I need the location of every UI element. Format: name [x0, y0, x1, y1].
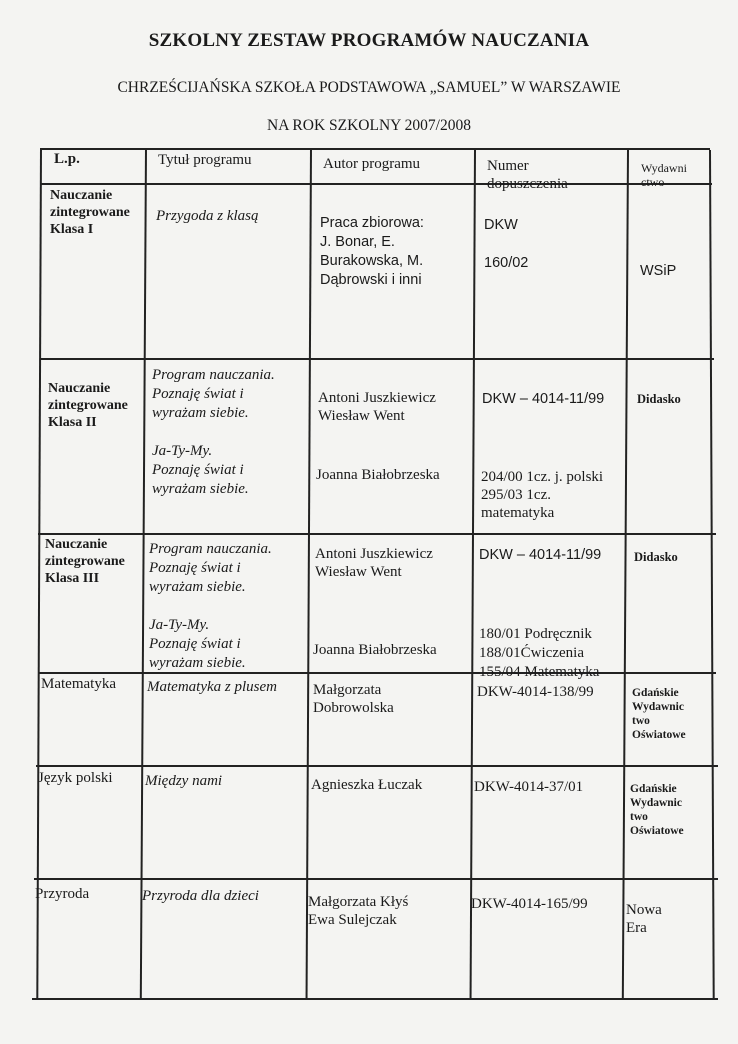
row2-tytul-line: Poznaję świat i — [152, 386, 244, 402]
row4-autor — [313, 681, 394, 717]
row3-numer-b — [479, 625, 599, 682]
table-border-bottom — [32, 998, 718, 1000]
header-lp-text: L.p. — [54, 151, 80, 167]
row3-lp-line: zintegrowane — [45, 554, 125, 569]
table-row-divider — [40, 358, 714, 360]
row1-numer-line: 160/02 — [484, 255, 529, 271]
row2-autor-b — [316, 466, 440, 484]
row1-autor-line: Dąbrowski i inni — [320, 272, 422, 288]
row4-numer — [477, 683, 594, 701]
row3-lp-line: Klasa III — [45, 571, 100, 586]
row4-autor-line: Dobrowolska — [313, 700, 394, 716]
row3-tytul-line: Poznaję świat i — [149, 560, 241, 576]
row1-wydawnictwo-line: WSiP — [640, 263, 677, 279]
row2-tytul-line: Poznaję świat i — [152, 462, 244, 478]
table-row-divider — [34, 878, 718, 880]
row2-lp — [48, 380, 128, 431]
row2-wydawnictwo-line: Didasko — [637, 392, 681, 406]
row6-autor-line: Ewa Sulejczak — [308, 912, 397, 928]
row3-tytul-line: wyrażam siebie. — [149, 579, 246, 595]
row2-numer-line: 295/03 1cz. — [481, 487, 551, 503]
table-row-divider — [40, 183, 712, 185]
header-wydawnictwo — [641, 161, 687, 189]
row2-numer-line: DKW – 4014-11/99 — [482, 391, 605, 407]
row1-wydawnictwo — [640, 262, 676, 280]
row5-lp — [38, 769, 113, 787]
row2-lp-line: Nauczanie — [48, 381, 111, 396]
row2-autor-a — [318, 389, 436, 425]
row3-autor-a — [315, 545, 433, 581]
row5-autor — [311, 776, 422, 794]
header-numer-text-1: Numer — [487, 158, 529, 174]
row2-numer-line: matematyka — [481, 505, 555, 521]
row4-wydawnictwo-line: Wydawnic — [632, 701, 684, 713]
document-title: SZKOLNY ZESTAW PROGRAMÓW NAUCZANIA — [148, 30, 590, 51]
school-name: CHRZEŚCIJAŃSKA SZKOŁA PODSTAWOWA „SAMUEL” W WARSZAWIE — [117, 79, 621, 96]
row5-numer-line: DKW-4014-37/01 — [474, 779, 584, 795]
row2-wydawnictwo — [637, 392, 681, 406]
row2-numer-a — [482, 390, 604, 408]
row1-lp-line: Klasa I — [50, 222, 94, 237]
row1-lp-line: zintegrowane — [50, 205, 130, 220]
row2-numer-line: 204/00 1cz. j. polski — [481, 469, 604, 485]
row2-autor-line: Joanna Białobrzeska — [316, 467, 440, 483]
row1-lp-line: Nauczanie — [50, 188, 113, 203]
header-numer — [487, 157, 568, 193]
row3-autor-line: Wiesław Went — [315, 564, 402, 580]
row2-numer-b — [481, 468, 603, 522]
row3-autor-line: Joanna Białobrzeska — [313, 642, 437, 658]
row1-autor-line: Burakowska, M. — [320, 253, 424, 269]
header-autor — [323, 155, 420, 173]
row4-lp — [41, 675, 116, 693]
row3-wydawnictwo — [634, 550, 678, 564]
row6-numer — [471, 895, 588, 913]
row3-numer-line: DKW – 4014-11/99 — [479, 547, 602, 563]
row4-wydawnictwo-line: two — [632, 715, 650, 727]
row1-tytul-line: Przygoda z klasą — [156, 208, 259, 224]
row5-wydawnictwo-line: Oświatowe — [630, 825, 684, 837]
row2-tytul — [152, 366, 275, 499]
header-tytul — [158, 151, 252, 169]
table-row-divider — [36, 765, 718, 767]
row1-numer-line: DKW — [484, 217, 518, 233]
table-col-divider — [140, 148, 147, 1000]
row5-wydawnictwo-line: two — [630, 811, 648, 823]
row3-tytul-line: Program nauczania. — [149, 541, 272, 557]
row5-numer — [474, 778, 583, 796]
row2-tytul-line: wyrażam siebie. — [152, 405, 249, 421]
row2-lp-line: zintegrowane — [48, 398, 128, 413]
row3-numer-line: 188/01Ćwiczenia — [479, 645, 584, 661]
row1-numer — [484, 216, 528, 273]
row3-tytul-line: Ja-Ty-My. — [149, 617, 210, 633]
row6-wydawnictwo — [626, 901, 662, 937]
row2-lp-line: Klasa II — [48, 415, 97, 430]
row2-tytul-line: wyrażam siebie. — [152, 481, 249, 497]
row3-tytul-line: Poznaję świat i — [149, 636, 241, 652]
row4-numer-line: DKW-4014-138/99 — [477, 684, 594, 700]
table-row-divider — [38, 533, 716, 535]
table-col-divider — [470, 150, 476, 1000]
row3-autor-b — [313, 641, 437, 659]
row4-autor-line: Małgorzata — [313, 682, 382, 698]
row1-autor — [320, 214, 424, 290]
row4-tytul-line: Matematyka z plusem — [147, 679, 277, 695]
row6-lp-line: Przyroda — [35, 886, 90, 902]
row4-tytul — [147, 678, 277, 696]
row2-autor-line: Wiesław Went — [318, 408, 405, 424]
row3-numer-line: 180/01 Podręcznik — [479, 626, 592, 642]
row3-autor-line: Antoni Juszkiewicz — [315, 546, 433, 562]
table-col-divider — [622, 150, 629, 1000]
row4-wydawnictwo-line: Oświatowe — [632, 729, 686, 741]
row6-wydawnictwo-line: Era — [626, 920, 647, 936]
row6-wydawnictwo-line: Nowa — [626, 902, 662, 918]
row1-autor-line: J. Bonar, E. — [320, 234, 395, 250]
row4-wydawnictwo — [632, 686, 686, 742]
row5-wydawnictwo — [630, 782, 684, 838]
row1-numer-line — [484, 235, 528, 254]
row1-tytul — [156, 207, 259, 225]
row2-tytul-line: Ja-Ty-My. — [152, 443, 213, 459]
school-year: NA ROK SZKOLNY 2007/2008 — [267, 117, 471, 134]
row6-lp — [35, 885, 89, 903]
row5-lp-line: Język polski — [38, 770, 113, 786]
header-wydawnictwo-text-1: Wydawni — [641, 161, 687, 175]
header-numer-text-2: dopuszczenia — [487, 176, 568, 192]
row5-autor-line: Agnieszka Łuczak — [311, 777, 423, 793]
row3-wydawnictwo-line: Didasko — [634, 550, 678, 564]
row2-tytul-line: Program nauczania. — [152, 367, 275, 383]
table-border-top — [40, 148, 710, 150]
table-border-right — [709, 150, 714, 1000]
header-tytul-text: Tytuł programu — [158, 152, 252, 168]
row2-tytul-line — [152, 423, 275, 442]
row3-tytul — [149, 540, 272, 673]
row1-lp — [50, 187, 130, 238]
row4-lp-line: Matematyka — [41, 676, 116, 692]
row1-autor-line: Praca zbiorowa: — [320, 215, 424, 231]
row5-tytul — [145, 772, 222, 790]
table-col-divider — [306, 148, 312, 1000]
row6-autor — [308, 893, 408, 929]
row5-tytul-line: Między nami — [145, 773, 223, 789]
row4-wydawnictwo-line: Gdańskie — [632, 687, 679, 699]
row6-numer-line: DKW-4014-165/99 — [471, 896, 588, 912]
table-border-left — [36, 148, 41, 1000]
row6-tytul — [142, 887, 259, 905]
row5-wydawnictwo-line: Wydawnic — [630, 797, 682, 809]
row3-lp-line: Nauczanie — [45, 537, 108, 552]
header-autor-text: Autor programu — [323, 156, 421, 172]
row5-wydawnictwo-line: Gdańskie — [630, 783, 677, 795]
header-lp — [54, 150, 80, 168]
row3-numer-a — [479, 546, 601, 564]
row2-autor-line: Antoni Juszkiewicz — [318, 390, 436, 406]
row3-numer-line: 155/04 Matematyka — [479, 664, 600, 680]
header-wydawnictwo-text-2: ctwo — [641, 175, 665, 189]
row3-tytul-line: wyrażam siebie. — [149, 655, 246, 671]
table-row-divider — [38, 672, 716, 674]
row6-tytul-line: Przyroda dla dzieci — [142, 888, 259, 904]
row3-tytul-line — [149, 597, 272, 616]
row3-lp — [45, 536, 125, 587]
row6-autor-line: Małgorzata Kłyś — [308, 894, 409, 910]
